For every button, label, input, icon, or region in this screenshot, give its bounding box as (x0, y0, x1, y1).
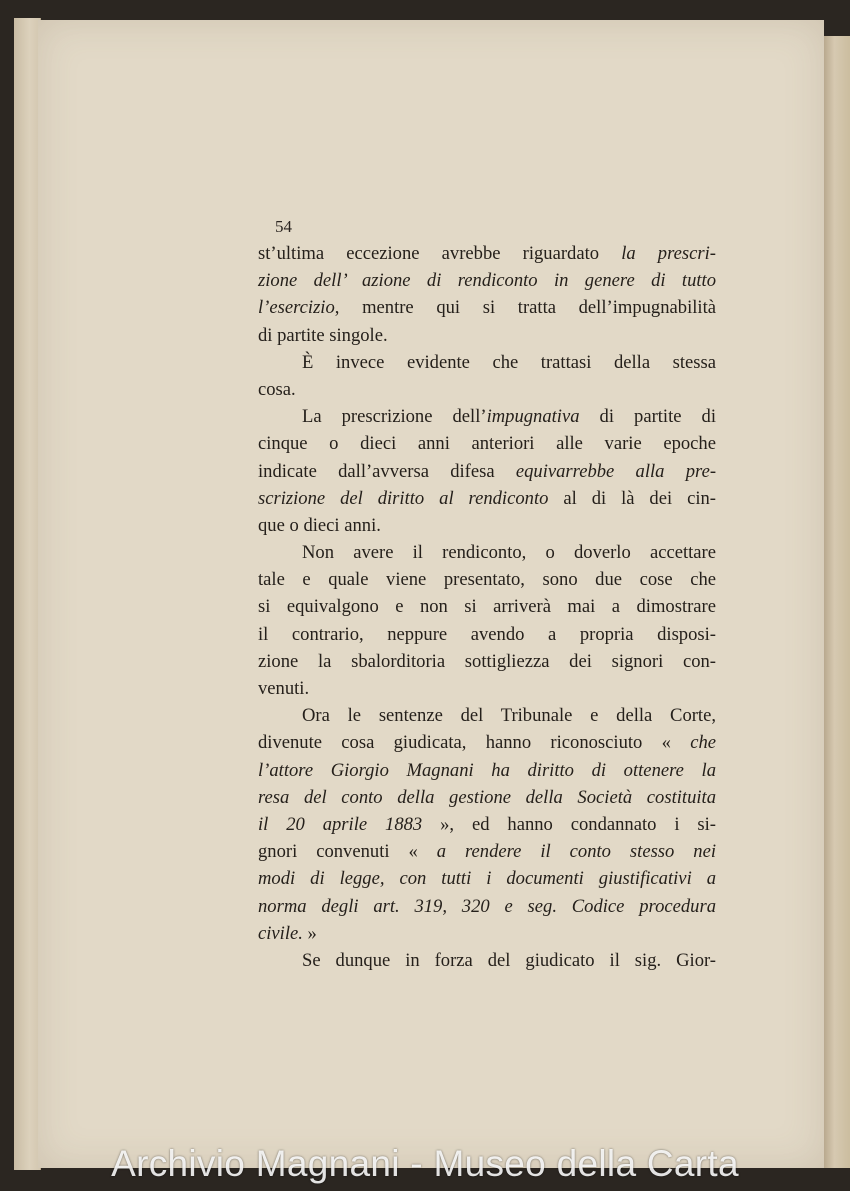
text-segment: indicate dall’avversa difesa (258, 460, 516, 482)
text-line (258, 893, 716, 920)
italic-text: modi di legge, con tutti i documenti giustificativi a (258, 868, 716, 890)
text-line (258, 539, 716, 566)
italic-text: impugnativa (486, 406, 580, 428)
text-segment: st’ultima eccezione avrebbe riguardato (258, 243, 622, 264)
text-line (258, 294, 716, 321)
text-line (258, 838, 716, 865)
italic-text: zione dell’ azione di rendiconto in genere di tutto (258, 270, 716, 292)
text-segment: que o dieci anni. (258, 514, 381, 536)
text-line (258, 458, 716, 485)
italic-text: resa del conto della gestione della Società costituita (258, 786, 716, 808)
text-segment: , mentre qui si tratta dell’impugnabilità (334, 297, 716, 319)
text-line (258, 512, 716, 539)
text-line (258, 349, 716, 376)
text-segment: Se dunque in forza del giudicato il sig. Gior- (302, 949, 716, 971)
text-segment: La prescrizione dell’ (302, 406, 487, 428)
italic-text: che (690, 732, 716, 754)
italic-text: scrizione del diritto al rendiconto (258, 487, 549, 509)
text-segment: il contrario, neppure avendo a propria disposi- (258, 623, 716, 645)
text-segment: si equivalgono e non si arriverà mai a dimostrare (258, 596, 716, 618)
text-segment: cinque o dieci anni anteriori alle varie epoche (258, 433, 716, 455)
text-segment: divenute cosa giudicata, hanno riconosciuto « (258, 732, 691, 754)
text-segment: al di là dei cin- (548, 487, 716, 509)
text-segment: zione la sbalorditoria sottigliezza dei signori con- (258, 650, 716, 672)
italic-text: l’attore Giorgio Magnani ha diritto di ottenere la (258, 759, 716, 781)
text-line (258, 485, 716, 512)
text-line (258, 784, 716, 811)
text-segment: cosa. (258, 378, 296, 400)
italic-text: civile. (258, 922, 303, 944)
text-line (258, 376, 716, 403)
text-segment: Ora le sentenze del Tribunale e della Corte, (302, 705, 716, 727)
text-line (258, 702, 716, 729)
text-line (258, 566, 716, 593)
page-right-edge (824, 36, 850, 1168)
text-line (258, 240, 716, 267)
text-segment: » (302, 922, 317, 944)
text-segment: Non avere il rendiconto, o doverlo accettare (302, 542, 716, 564)
text-line (258, 403, 716, 430)
text-segment: gnori convenuti « (258, 841, 437, 863)
text-segment: venuti. (258, 678, 310, 699)
text-segment: tale e quale viene presentato, sono due cose che (258, 569, 716, 591)
italic-text: il 20 aprile 1883 (258, 813, 423, 835)
archive-watermark: Archivio Magnani - Museo della Carta (111, 1143, 739, 1184)
text-line (258, 648, 716, 675)
italic-text: l’esercizio (258, 297, 335, 319)
text-line (258, 811, 716, 838)
italic-text: a rendere il conto stesso nei (436, 841, 717, 863)
text-line (258, 729, 716, 756)
text-line (258, 322, 716, 349)
text-line (258, 920, 716, 947)
text-segment: di partite di (579, 406, 716, 428)
text-line (258, 621, 716, 648)
text-line (258, 675, 716, 702)
text-line (258, 267, 716, 294)
body-text (258, 240, 716, 974)
text-segment: », ed hanno condannato i si- (422, 813, 716, 835)
italic-text: equivarrebbe alla pre- (515, 460, 717, 482)
page-left-edge (14, 18, 41, 1170)
text-segment: È invece evidente che trattasi della stessa (302, 351, 716, 373)
text-line (258, 865, 716, 892)
text-line (258, 757, 716, 784)
italic-text: la prescri- (621, 243, 716, 264)
text-line (258, 430, 716, 457)
text-line (258, 947, 716, 974)
text-segment: di partite singole. (258, 324, 388, 346)
text-line (258, 593, 716, 620)
italic-text: norma degli art. 319, 320 e seg. Codice procedura (258, 895, 716, 917)
page-number: 54 (275, 217, 292, 236)
